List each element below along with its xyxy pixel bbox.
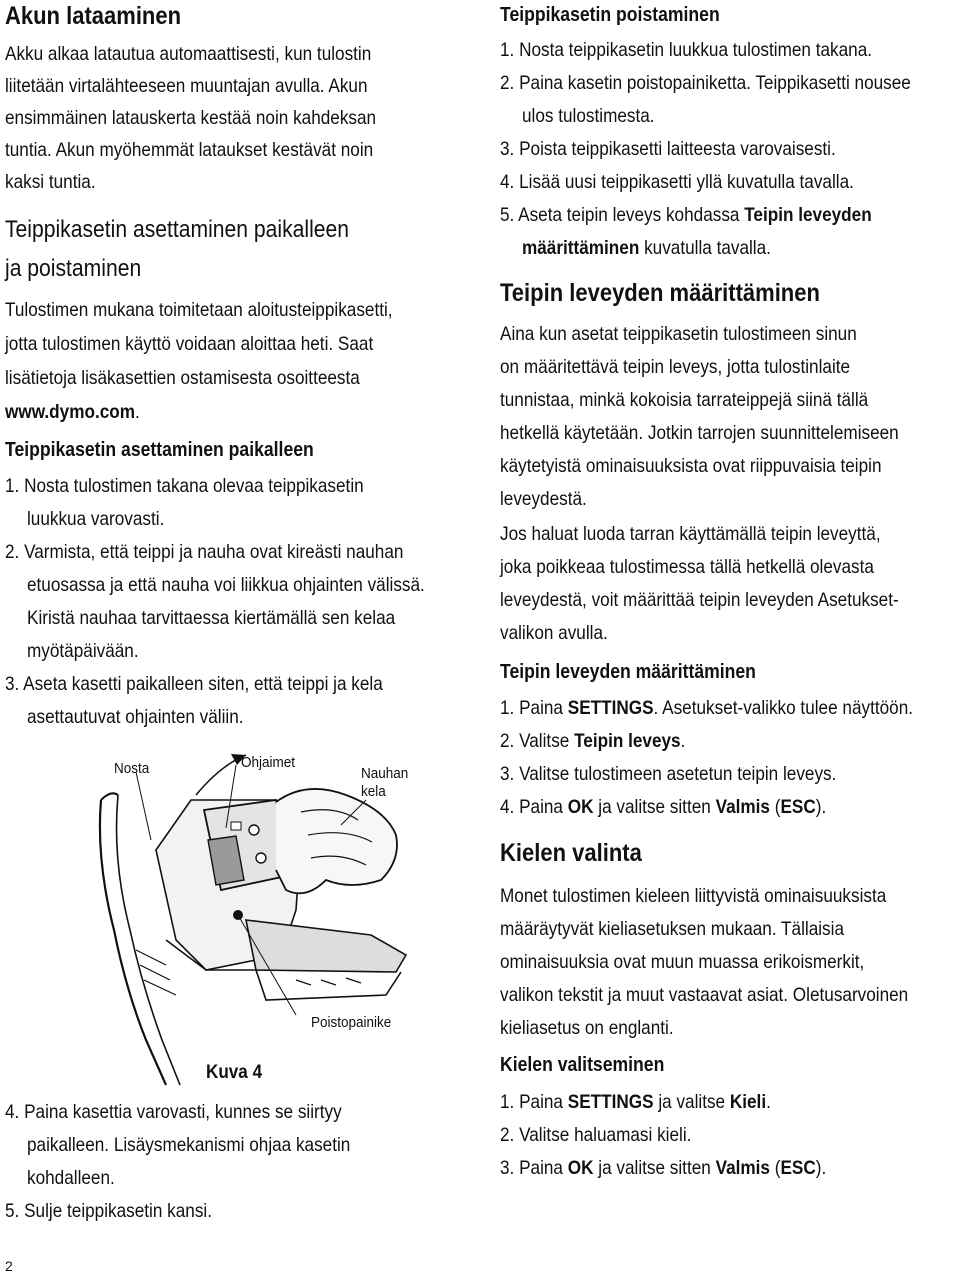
width-text-line: on määritettävä teipin leveys, jotta tulostinlaite [500,356,851,378]
cassette-figure [96,740,436,1090]
label-poistopainike: Poistopainike [311,1014,392,1031]
cassette-link-line: www.dymo.com. [5,401,140,423]
language-text-line: Monet tulostimen kieleen liittyvistä ominaisuuksista [500,885,887,907]
width-text-line: leveydestä. [500,488,587,510]
language-text-line: määräytyvät kieliasetuksen mukaan. Tällaisia [500,918,844,940]
charging-text-line: liitetään virtalähteeseen muuntajan avulla. Akun [5,75,368,97]
insert-step-2: 2. Varmista, että teippi ja nauha ovat kireästi nauhan [5,541,404,563]
remove-step-4: 4. Lisää uusi teippikasetti yllä kuvatulla tavalla. [500,171,854,193]
width-step-2: 2. Valitse Teipin leveys. [500,730,686,752]
width-text-line: Aina kun asetat teippikasetin tulostimeen sinun [500,323,857,345]
cassette-text-line: Tulostimen mukana toimitetaan aloitusteippikasetti, [5,299,393,321]
language-text-line: kieliasetus on englanti. [500,1017,674,1039]
language-step-2: 2. Valitse haluamasi kieli. [500,1124,692,1146]
cassette-text-line: lisätietoja lisäkasettien ostamisesta osoitteesta [5,367,360,389]
charging-text-line: tuntia. Akun myöhemmät lataukset kestävät noin [5,139,374,161]
insert-step-3-cont: asettautuvat ohjainten väliin. [27,706,244,728]
remove-step-5: 5. Aseta teipin leveys kohdassa Teipin leveyden [500,204,872,226]
language-subheading: Kielen valitseminen [500,1054,665,1076]
label-ohjaimet: Ohjaimet [241,754,296,771]
remove-step-3: 3. Poista teippikasetti laitteesta varovaisesti. [500,138,836,160]
dymo-link[interactable]: www.dymo.com [5,401,135,423]
insert-step-4-cont: kohdalleen. [27,1167,115,1189]
width-text-line: käytetyistä ominaisuuksista ovat riippuvaisia teipin [500,455,882,477]
cassette-text-line: jotta tulostimen käyttö voidaan aloittaa heti. Saat [5,333,374,355]
remove-step-5-cont: määrittäminen kuvatulla tavalla. [522,237,771,259]
insert-step-5: 5. Sulje teippikasetin kansi. [5,1200,213,1222]
remove-heading: Teippikasetin poistaminen [500,4,720,26]
page-number: 2 [5,1258,13,1274]
insert-step-4-cont: paikalleen. Lisäysmekanismi ohjaa kasetin [27,1134,351,1156]
language-text-line: ominaisuuksia ovat muun muassa erikoismerkit, [500,951,865,973]
charging-text-line: ensimmäinen latauskerta kestää noin kahdeksan [5,107,377,129]
remove-step-2: 2. Paina kasetin poistopainiketta. Teippikasetti nousee [500,72,911,94]
charging-text-line: kaksi tuntia. [5,171,96,193]
language-step-3: 3. Paina OK ja valitse sitten Valmis (ESC). [500,1157,827,1179]
width-step-1: 1. Paina SETTINGS. Asetukset-valikko tulee näyttöön. [500,697,914,719]
insert-step-1-cont: luukkua varovasti. [27,508,165,530]
width-text2-line: joka poikkeaa tulostimessa tällä hetkellä olevasta [500,556,874,578]
width-text2-line: valikon avulla. [500,622,608,644]
remove-step-2-cont: ulos tulostimesta. [522,105,655,127]
width-step-4: 4. Paina OK ja valitse sitten Valmis (ESC). [500,796,827,818]
insert-heading: Teippikasetin asettaminen paikalleen [5,439,314,461]
language-heading: Kielen valinta [500,839,642,867]
insert-step-2-cont: etuosassa ja että nauha voi liikkua ohjainten välissä. [27,574,425,596]
charging-text-line: Akku alkaa latautua automaattisesti, kun tulostin [5,43,372,65]
insert-step-2-cont: myötäpäivään. [27,640,139,662]
label-nosta: Nosta [114,760,150,777]
width-text2-line: Jos haluat luoda tarran käyttämällä teipin leveyttä, [500,523,881,545]
width-step-3: 3. Valitse tulostimeen asetetun teipin leveys. [500,763,837,785]
charging-heading: Akun lataaminen [5,2,182,30]
label-nauhan: Nauhan [361,765,409,782]
width-text-line: tunnistaa, minkä kokoisia tarrateippejä siinä tällä [500,389,869,411]
label-kela: kela [361,783,386,800]
width-text-line: hetkellä käytetään. Jotkin tarrojen suunnittelemiseen [500,422,899,444]
width-heading: Teipin leveyden määrittäminen [500,279,820,307]
cassette-heading-line: ja poistaminen [5,255,142,282]
insert-step-1: 1. Nosta tulostimen takana olevaa teippikasetin [5,475,364,497]
cassette-heading-line: Teippikasetin asettaminen paikalleen [5,216,350,243]
insert-step-3: 3. Aseta kasetti paikalleen siten, että teippi ja kela [5,673,383,695]
width-subheading: Teipin leveyden määrittäminen [500,661,756,683]
insert-step-4: 4. Paina kasettia varovasti, kunnes se siirtyy [5,1101,342,1123]
language-step-1: 1. Paina SETTINGS ja valitse Kieli. [500,1091,771,1113]
language-text-line: valikon tekstit ja muut vastaavat asiat. Oletusarvoinen [500,984,909,1006]
insert-step-2-cont: Kiristä nauhaa tarvittaessa kiertämällä sen kelaa [27,607,396,629]
width-text2-line: leveydestä, voit määrittää teipin leveyden Asetukset- [500,589,899,611]
remove-step-1: 1. Nosta teippikasetin luukkua tulostimen takana. [500,39,873,61]
figure-caption: Kuva 4 [206,1062,263,1083]
